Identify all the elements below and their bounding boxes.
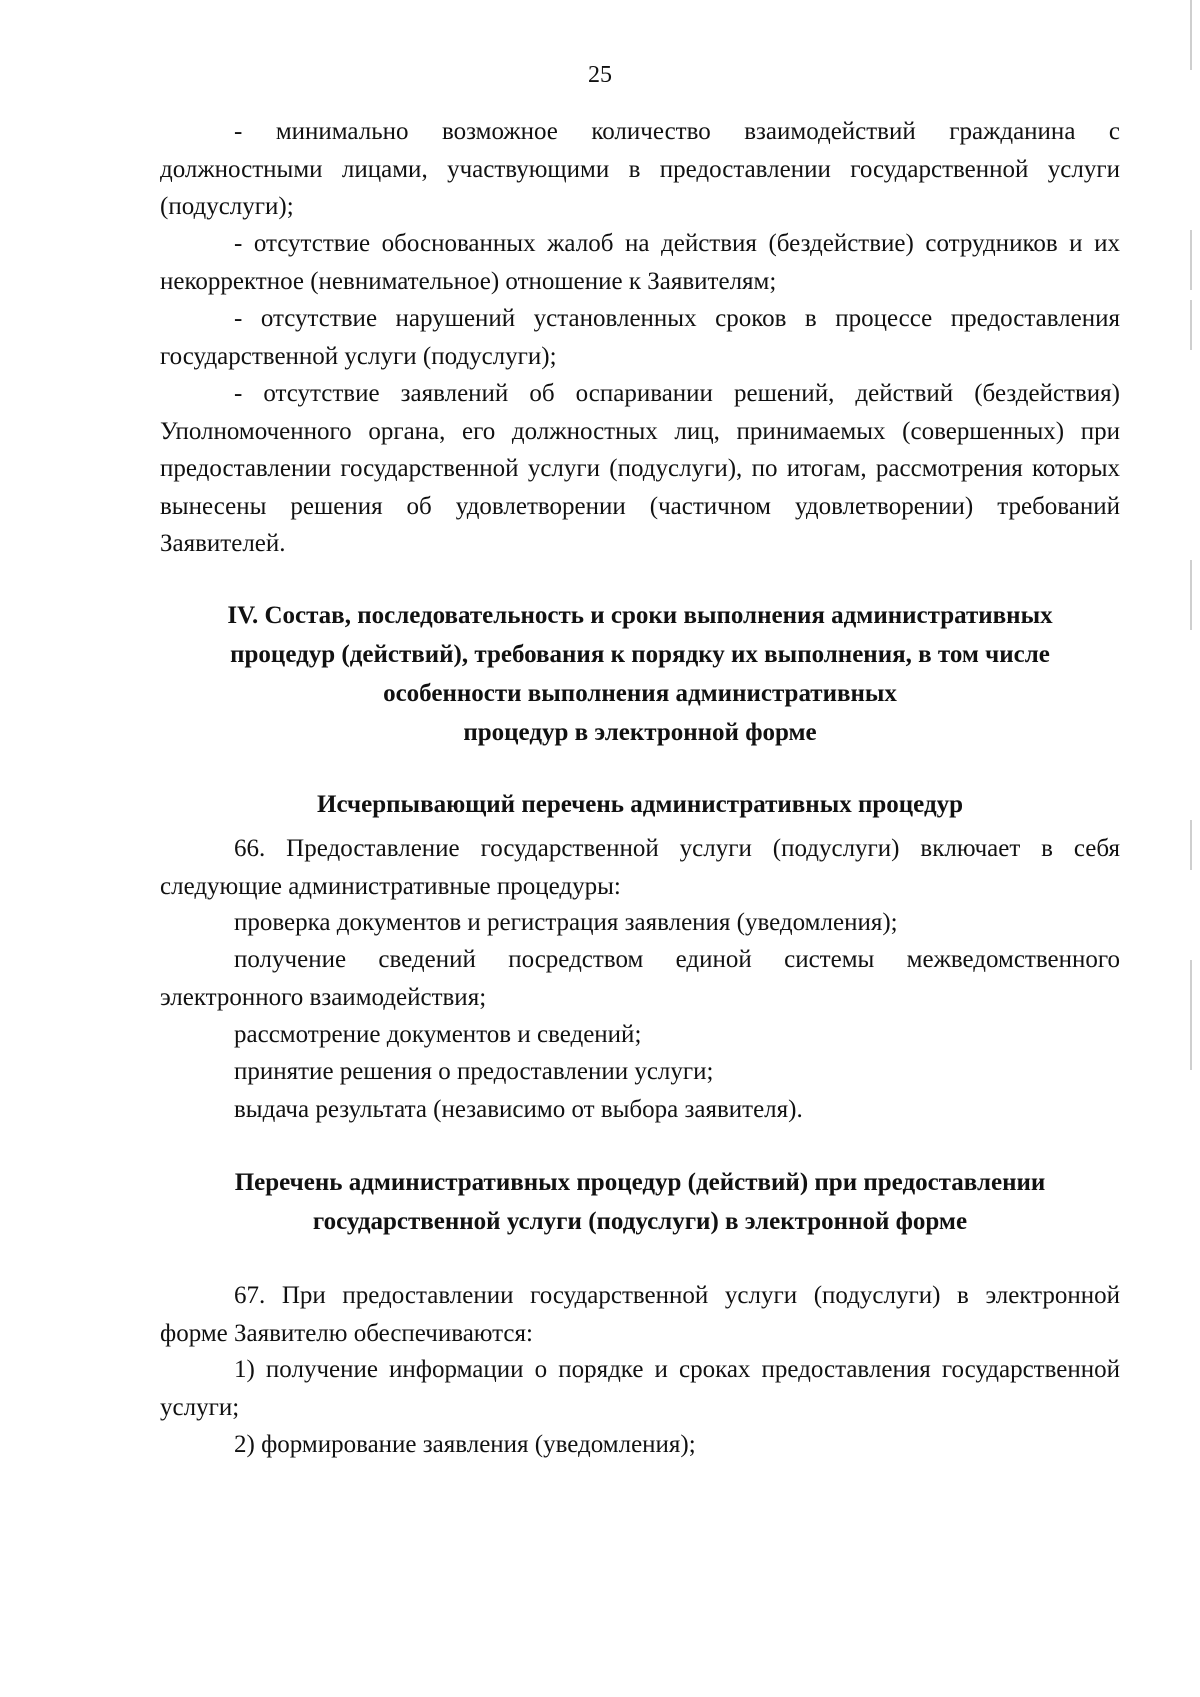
section-iv-heading-line: особенности выполнения административных [383,680,897,707]
scan-edge-mark [1190,0,1192,70]
section-iv-heading-line: процедур в электронной форме [463,719,817,746]
scan-edge-mark [1190,960,1192,1070]
electronic-procedures-heading-line: Перечень административных процедур (действий) при предоставлении [234,1169,1046,1196]
scan-edge-mark [1190,820,1192,870]
paragraph-67: 67. При предоставлении государственной услуги (подуслуги) в электронной форме Заявителю обеспечиваются: [160,1282,1120,1347]
electronic-procedures-heading [160,1163,1120,1241]
criteria-item-no-complaints: - отсутствие обоснованных жалоб на действия (бездействие) сотрудников и их некорректное (невнимательное) отношение к Заявителям; [160,230,1120,295]
electronic-procedures-heading-line: государственной услуги (подуслуги) в электронной форме [312,1208,968,1235]
scan-edge-mark [1190,300,1192,350]
section-iv-heading-line: процедур (действий), требования к порядку их выполнения, в том числе [230,641,1050,668]
section-iv-heading-line: IV. Состав, последовательность и сроки выполнения административных [227,602,1053,629]
procedure-item: выдача результата (независимо от выбора заявителя). [234,1096,803,1123]
procedures-list-heading [160,786,1120,823]
scan-edge-mark [1190,230,1192,290]
scan-edge-mark [1190,560,1192,630]
criteria-item-no-deadline-violations: - отсутствие нарушений установленных сроков в процессе предоставления государственной услуги (подуслуги); [160,305,1120,370]
paragraph-66: 66. Предоставление государственной услуги (подуслуги) включает в себя следующие административные процедуры: [160,835,1120,900]
procedure-item: принятие решения о предоставлении услуги; [234,1058,714,1085]
criteria-item-minimal-interactions: - минимально возможное количество взаимодействий гражданина с должностными лицами, участвующими в предоставлении государственной услуги (подуслуги); [160,118,1120,220]
section-iv-heading [160,596,1120,752]
procedure-item: рассмотрение документов и сведений; [234,1021,642,1048]
page-number: 25 [588,62,612,88]
criteria-item-no-disputes: - отсутствие заявлений об оспаривании решений, действий (бездействия) Уполномоченного органа, его должностных лиц, принимаемых (совершенных) при предоставлении государственной услуги (подуслуги), по итогам, рассмотрения которых вынесены решения об удовлетворении (частичном удовлетворении) требований Заявителей. [160,380,1120,557]
electronic-item-1: 1) получение информации о порядке и сроках предоставления государственной услуги; [160,1356,1120,1421]
procedures-list-heading-text: Исчерпывающий перечень административных процедур [317,791,963,818]
procedure-item: проверка документов и регистрация заявления (уведомления); [234,909,898,936]
electronic-item-2: 2) формирование заявления (уведомления); [234,1431,696,1458]
procedure-item: получение сведений посредством единой системы межведомственного электронного взаимодействия; [160,946,1120,1011]
